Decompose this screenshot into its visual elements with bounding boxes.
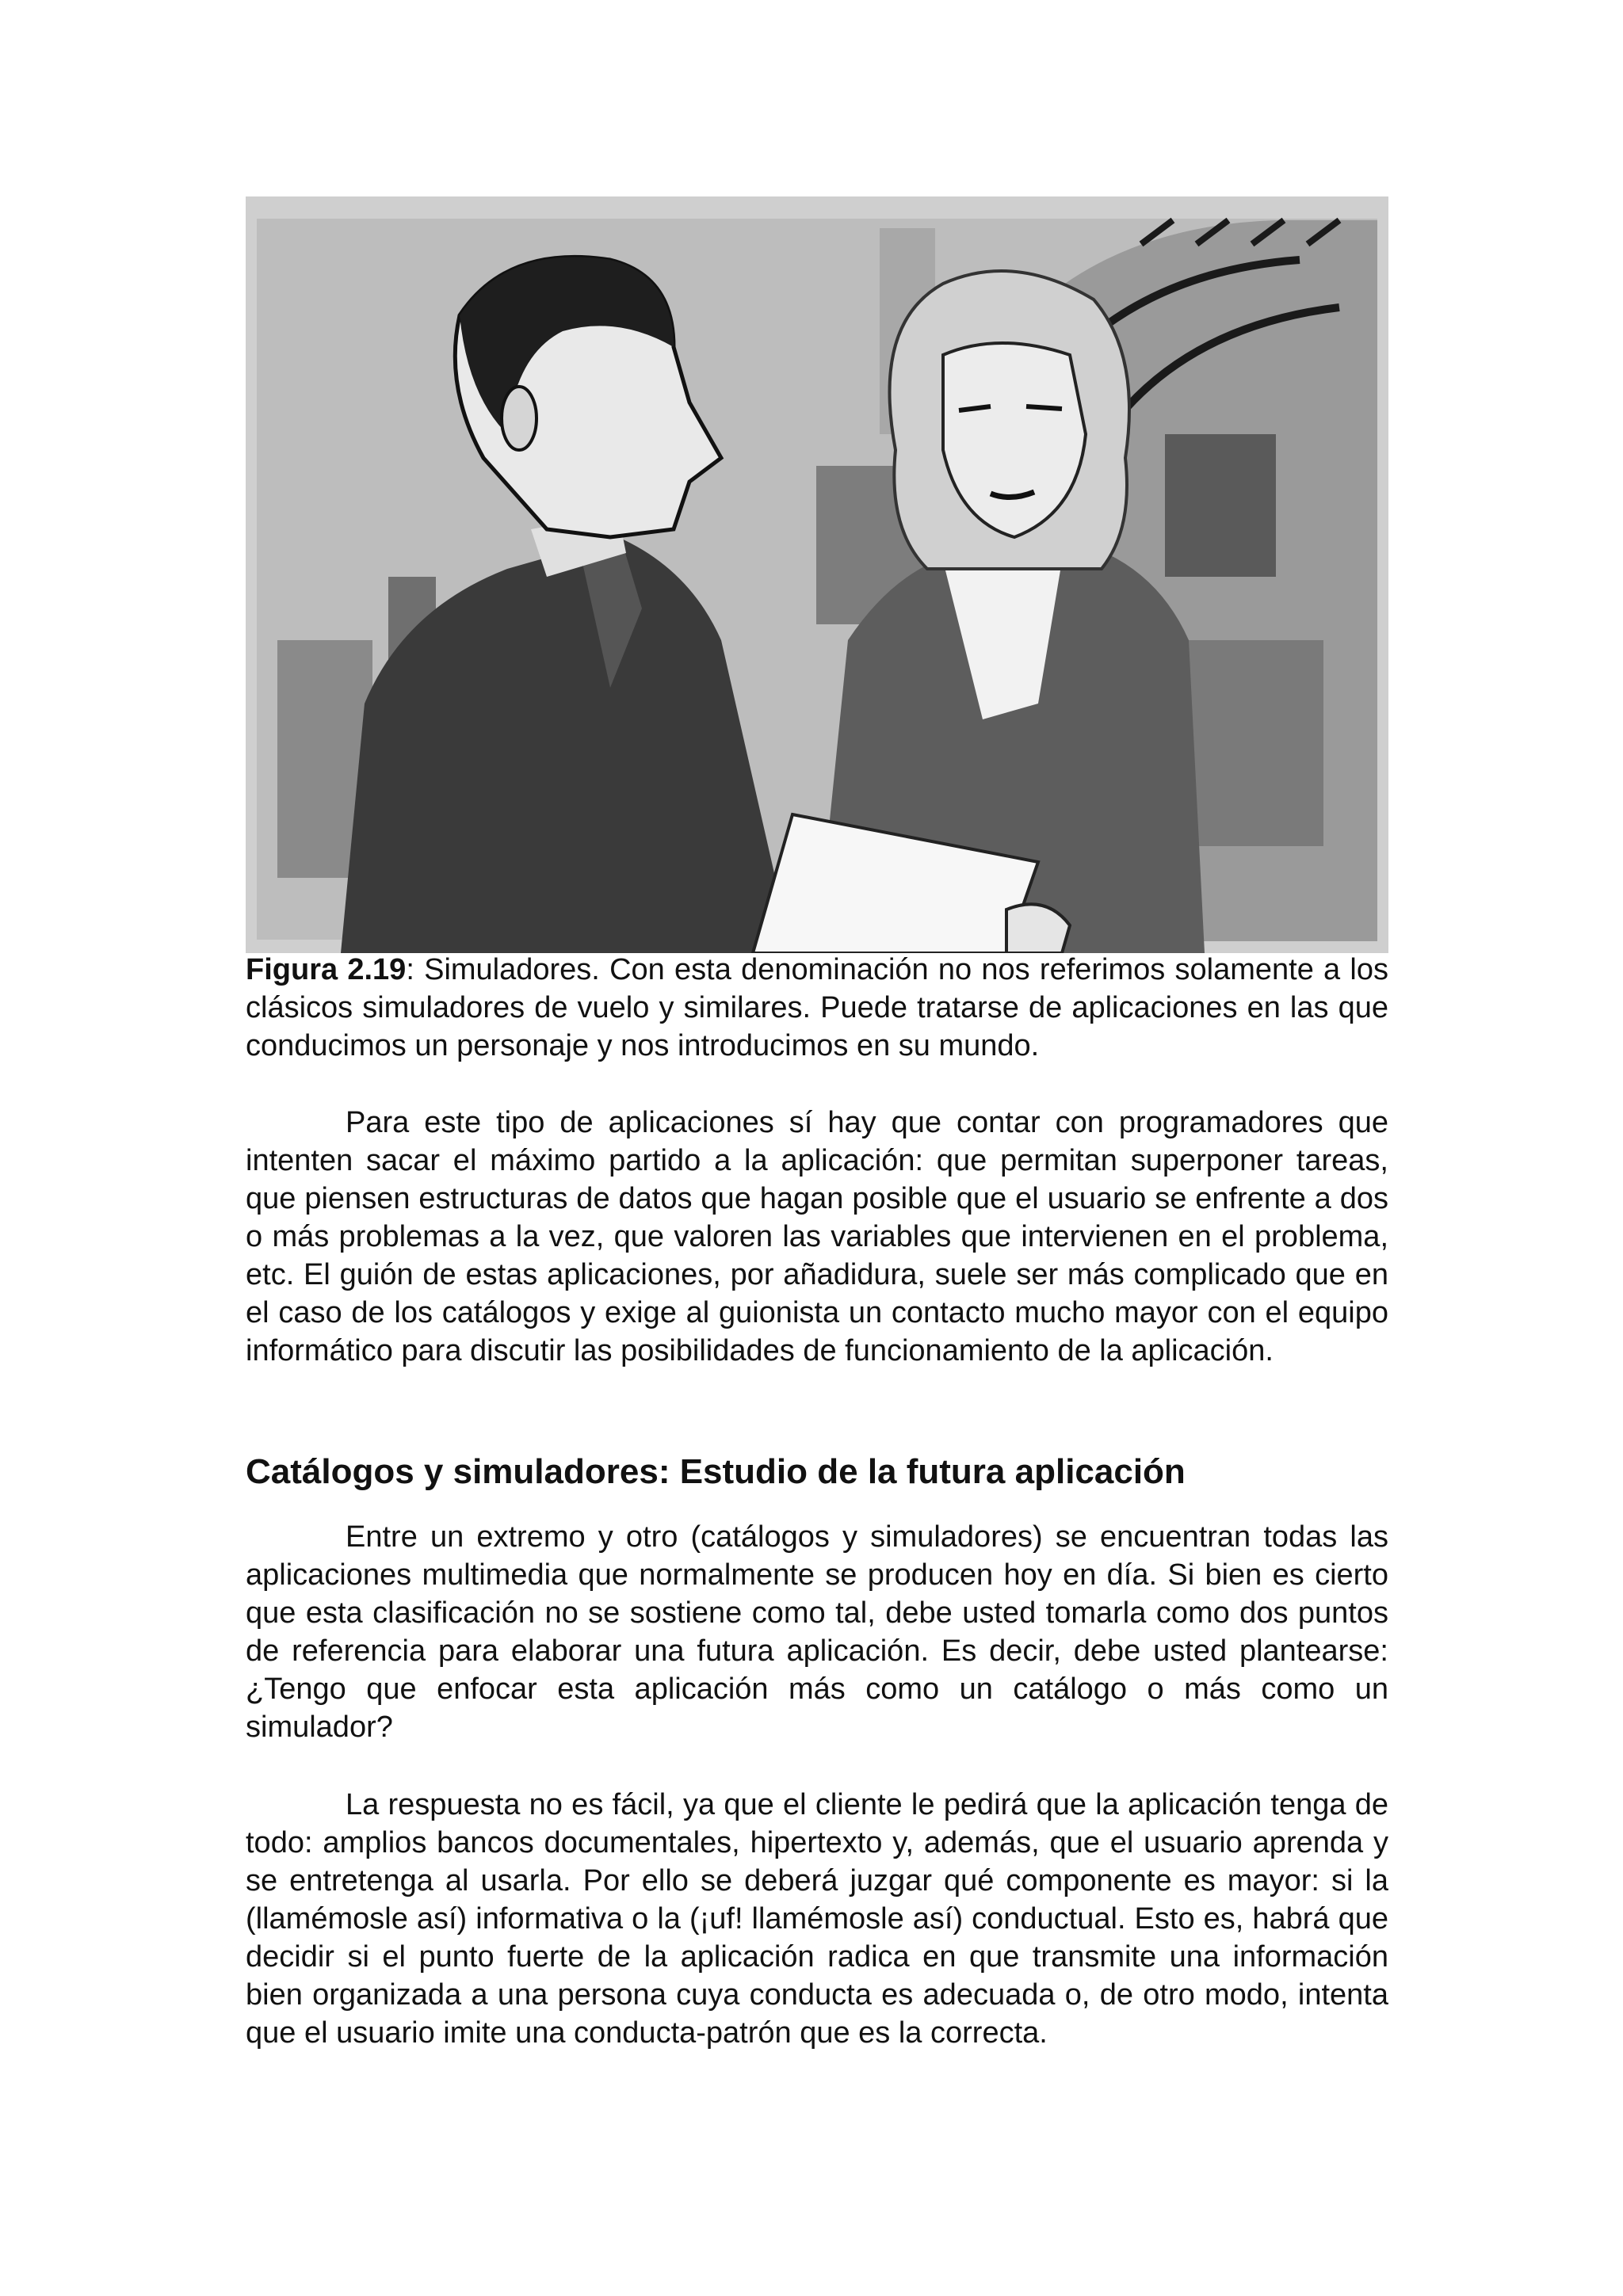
section-heading: Catálogos y simuladores: Estudio de la futura aplicación bbox=[246, 1452, 1186, 1491]
paragraph-text: Entre un extremo y otro (catálogos y simuladores) se encuentran todas las aplicaciones multimedia que normalmente se producen hoy en día. Si bien es cierto que esta clasificación no se sostiene como tal, debe usted tomarla como dos puntos de referencia para elaborar una futura aplicación. Es decir, debe usted plantearse: ¿Tengo que enfocar esta aplicación más como un catálogo o más como un simulador? bbox=[246, 1520, 1388, 1744]
body-paragraph-2 bbox=[246, 1518, 1388, 1746]
figure-caption-text: : Simuladores. Con esta denominación no nos referimos solamente a los clásicos simuladores de vuelo y similares. Puede tratarse de aplicaciones en las que conducimos un personaje y nos introducimos en su mundo. bbox=[246, 953, 1388, 1062]
figure-caption bbox=[246, 951, 1388, 1065]
body-paragraph-1 bbox=[246, 1104, 1388, 1370]
paragraph-text: La respuesta no es fácil, ya que el cliente le pedirá que la aplicación tenga de todo: amplios bancos documentales, hipertexto y, además, que el usuario aprenda y se entretenga al usarla. Por ello se deberá juzgar qué componente es mayor: si la (llamémosle así) informativa o la (¡uf! llamémosle así) conductual. Esto es, habrá que decidir si el punto fuerte de la aplicación radica en que transmite una información bien organizada a una persona cuya conducta es adecuada o, de otro modo, intenta que el usuario imite una conducta-patrón que es la correcta. bbox=[246, 1788, 1388, 2050]
paragraph-text: Para este tipo de aplicaciones sí hay que contar con programadores que intenten sacar el máximo partido a la aplicación: que permitan superponer tareas, que piensen estructuras de datos que hagan posible que el usuario se enfrente a dos o más problemas a la vez, que valoren las variables que intervienen en el problema, etc. El guión de estas aplicaciones, por añadidura, suele ser más complicado que en el caso de los catálogos y exige al guionista un contacto mucho mayor con el equipo informático para discutir las posibilidades de funcionamiento de la aplicación. bbox=[246, 1106, 1388, 1367]
figure-image bbox=[246, 196, 1388, 953]
illustration-man-woman-icon bbox=[246, 196, 1388, 953]
body-paragraph-3 bbox=[246, 1786, 1388, 2052]
figure-label: Figura 2.19 bbox=[246, 953, 407, 986]
